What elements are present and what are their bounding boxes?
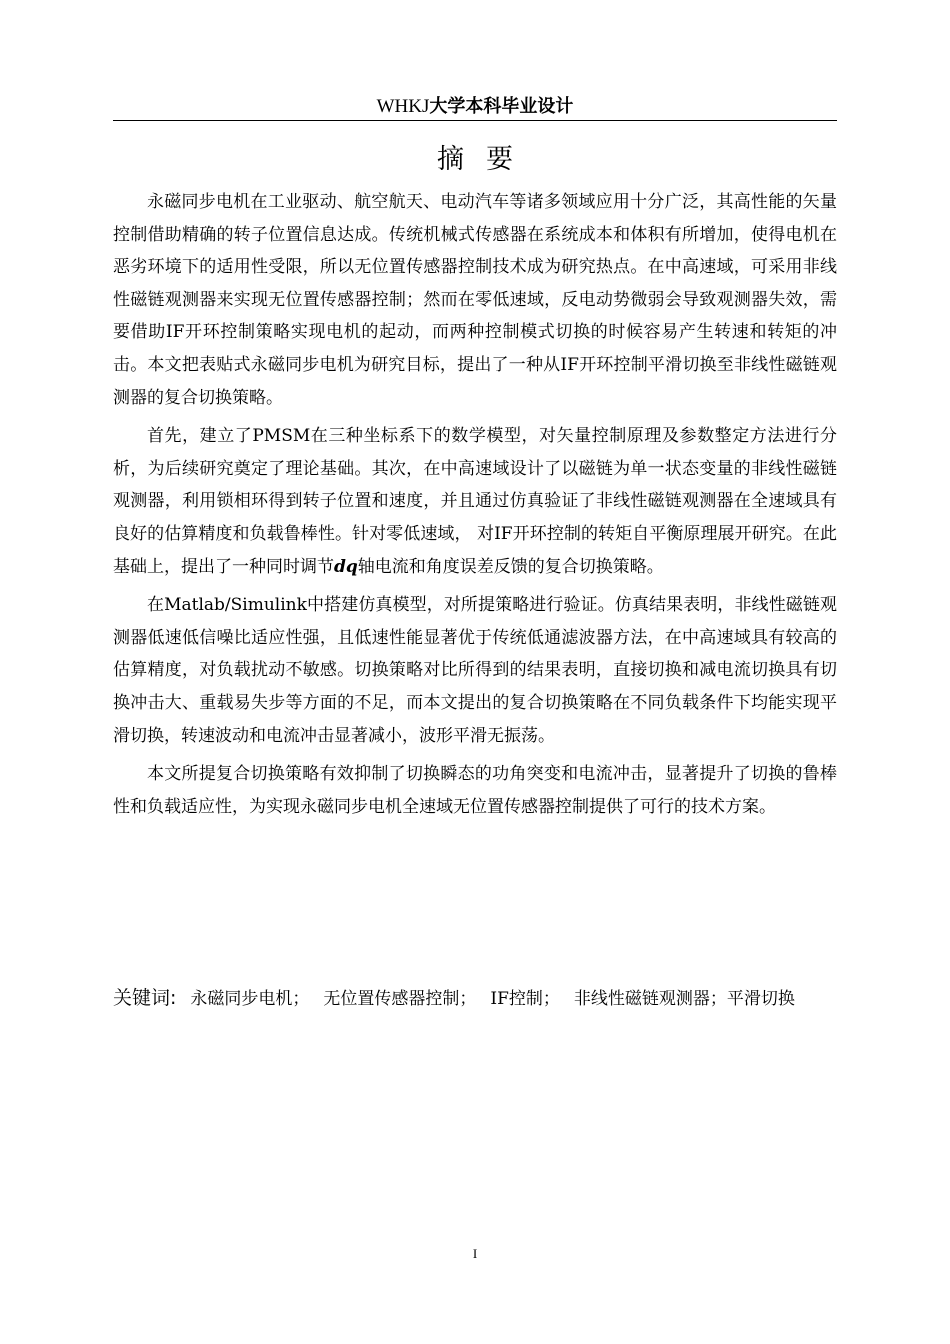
keywords-line bbox=[113, 982, 837, 1015]
keyword-item: 非线性磁链观测器；平滑切换 bbox=[573, 989, 795, 1009]
keyword-item: 永磁同步电机； bbox=[190, 989, 310, 1009]
keyword-item: IF控制； bbox=[490, 989, 560, 1009]
keywords-label: 关键词: bbox=[113, 987, 177, 1009]
paragraph-1: 永磁同步电机在工业驱动、航空航天、电动汽车等诸多领域应用十分广泛，其高性能的矢量控制借助精确的转子位置信息达成。传统机械式传感器在系统成本和体积有所增加，使得电机在恶劣环境下的适用性受限，所以无位置传感器控制技术成为研究热点。在中高速域，可采用非线性磁链观测器来实现无位置传感器控制；然而在零低速域，反电动势微弱会导致观测器失效，需要借助IF开环控制策略实现电机的起动，而两种控制模式切换的时候容易产生转速和转矩的冲击。本文把表贴式永磁同步电机为研究目标，提出了一种从IF开环控制平滑切换至非线性磁链观测器的复合切换策略。 bbox=[113, 192, 837, 408]
paragraph-4: 本文所提复合切换策略有效抑制了切换瞬态的功角突变和电流冲击，显著提升了切换的鲁棒性和负载适应性，为实现永磁同步电机全速域无位置传感器控制提供了可行的技术方案。 bbox=[113, 764, 837, 817]
abstract-title: 摘要 bbox=[437, 144, 535, 175]
header-latin: WHKJ bbox=[376, 96, 430, 117]
keyword-item: 无位置传感器控制； bbox=[323, 989, 477, 1009]
paragraph-3: 在Matlab/Simulink中搭建仿真模型，对所提策略进行验证。仿真结果表明，非线性磁链观测器低速低信噪比适应性强，且低速性能显著优于传统低通滤波器方法，在中高速域具有较高的估算精度，对负载扰动不敏感。切换策略对比所得到的结果表明，直接切换和减电流切换具有切换冲击大、重载易失步等方面的不足，而本文提出的复合切换策略在不同负载条件下均能实现平滑切换，转速波动和电流冲击显著减小，波形平滑无振荡。 bbox=[113, 595, 837, 746]
paragraph-2 bbox=[113, 420, 837, 583]
paragraph-2-part-1: 首先，建立了PMSM在三种坐标系下的数学模型，对矢量控制原理及参数整定方法进行分析，为后续研究奠定了理论基础。其次，在中高速域设计了以磁链为单一状态变量的非线性磁链观测器，利用锁相环得到转子位置和速度，并且通过仿真验证了非线性磁链观测器在全速域具有良好的估算精度和负载鲁棒性。针对零低速域， 对IF开环控制的转矩自平衡原理展开研究。在此基础上，提出了一种同时调节 bbox=[113, 426, 837, 577]
abstract-body bbox=[113, 186, 837, 823]
dq-symbol: dq bbox=[334, 556, 358, 577]
header-university: 大学本科毕业设计 bbox=[429, 96, 574, 117]
page-number: I bbox=[472, 1246, 478, 1261]
header-rule bbox=[113, 120, 837, 121]
running-header bbox=[113, 92, 837, 120]
paragraph-2-part-2: 轴电流和角度误差反馈的复合切换策略。 bbox=[357, 556, 664, 577]
